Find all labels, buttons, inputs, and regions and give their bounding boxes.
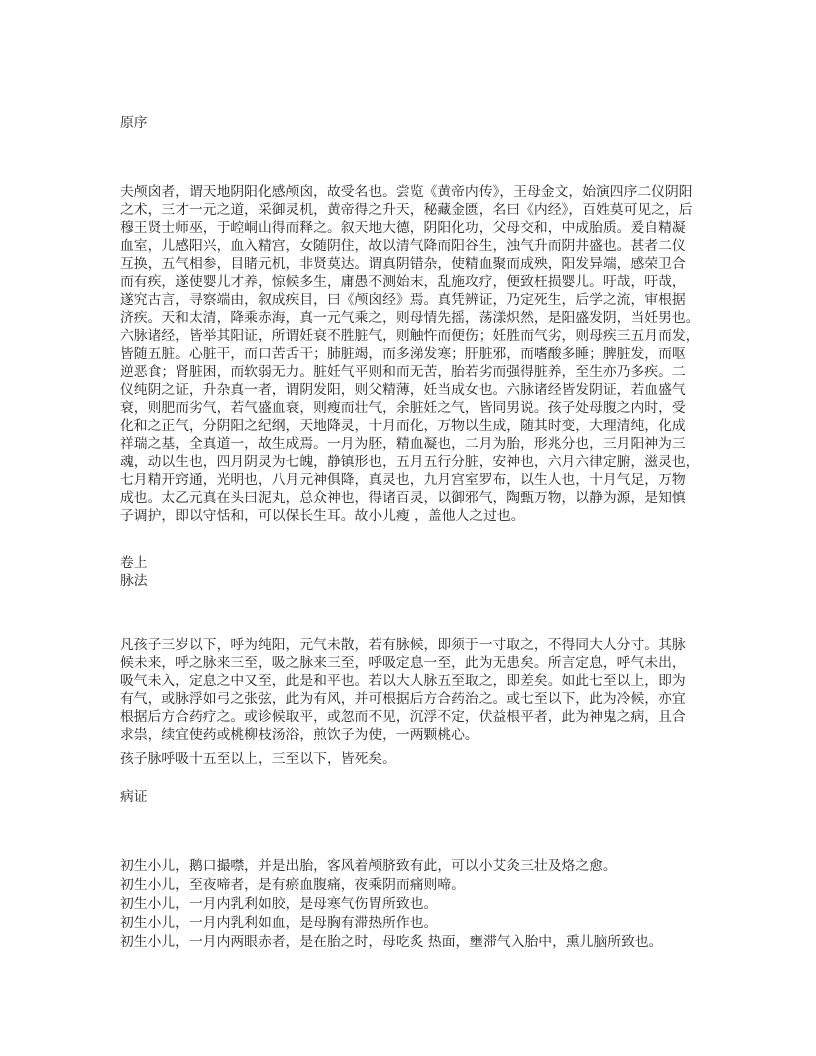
text-line: 六脉诸经，皆举其阳证，所谓妊衰不胜脏气，则触忤而便伤；妊胜而气劣，则母疾三五月而发， xyxy=(120,328,700,344)
disease-list xyxy=(120,857,662,952)
text-line: 互换，五气相参，目睹元机，非贤莫达。谓真阴错杂，使精血聚而成殃，阳发异端，感荣卫合 xyxy=(120,256,686,272)
text-line: 皆随五脏。心脏干，而口苦舌干；肺脏竭，而多涕发寒；肝脏邪，而嗜酸多睡；脾脏发，而呕 xyxy=(120,346,686,362)
text-line: 有气，或脉浮如弓之张弦，此为有风，并可根据后方合药治之。或七至以下，此为冷候，亦宜 xyxy=(120,691,686,707)
text-line: 祥瑞之基，全真道一，故生成焉。一月为胚，精血凝也，二月为胎，形兆分也，三月阳神为三 xyxy=(120,436,686,452)
volume-heading xyxy=(120,554,148,590)
pulse-note-text: 孩子脉呼吸十五至以上，三至以下，皆死矣。 xyxy=(120,751,396,767)
text-line: 凡孩子三岁以下，呼为纯阳，元气未散，若有脉候，即须于一寸取之，不得同大人分寸。其脉 xyxy=(120,637,686,653)
pulse-section-title: 脉法 xyxy=(120,573,148,589)
text-line: 遂究古言，寻察端由，叙成疾目，曰《颅囟经》焉。真凭辨证，乃定死生，后学之流，审根据 xyxy=(120,292,686,308)
section-heading-preface xyxy=(120,114,148,132)
text-line: 济疾。天和太清，降乘赤海，真一元气乘之，则母情先摇，荡漾炽然，是阳盛发阴，当妊男也。 xyxy=(120,310,700,326)
text-line: 血室，儿感阳兴，血入精宫，女随阴住，故以清气降而阳谷生，浊气升而阴井盛也。甚者二仪 xyxy=(120,238,686,254)
text-line: 魂，动以生也，四月阴灵为七魄，静镇形也，五月五行分脏，安神也，六月六律定腑，滋灵也， xyxy=(120,454,700,470)
disease-item: 初生小儿，一月内乳利如血，是母胸有滞热所作也。 xyxy=(120,915,438,931)
text-line: 求祟，续宜使药或桃柳枝汤浴，煎饮子为使，一两颗桃心。 xyxy=(120,727,479,743)
disease-item: 初生小儿，鹅口撮噤，并是出胎，客风着颅脐致有此，可以小艾灸三壮及烙之愈。 xyxy=(120,858,617,874)
text-line: 逆恶食；肾脏困，而软弱无力。脏妊气平则和而无苦，胎若劣而强得脏养，至生亦乃多疾。二 xyxy=(120,364,686,380)
disease-section-title: 病证 xyxy=(120,789,148,805)
text-line: 仪纯阴之证，升杂真一者，谓阴发阳，则父精薄，妊当成女也。六脉诸经皆发阴证，若血盛气 xyxy=(120,382,686,398)
volume-title: 卷上 xyxy=(120,555,148,571)
text-line: 化和之正气，分阴阳之纪纲，天地降灵，十月而化，万物以生成，随其时变，大理清纯，化成 xyxy=(120,418,686,434)
text-line: 夫颅囟者，谓天地阴阳化感颅囟，故受名也。尝览《黄帝内传》，王母金文，始演四序二仪阴阳 xyxy=(120,184,693,200)
text-line: 衰，则肥而劣气，若气盛血衰，则瘦而壮气，余脏妊之气，皆同男说。孩子处母腹之内时，受 xyxy=(120,400,686,416)
heading-text: 原序 xyxy=(120,115,148,131)
text-line: 而有疾，遂使婴儿才养，惊候多生，庸愚不测始末，乱施攻疗，便致枉损婴儿。吁哉，吁哉， xyxy=(120,274,686,290)
pulse-paragraph xyxy=(120,636,686,744)
text-line: 根据后方合药疗之。或诊候取平，或忽而不见，沉浮不定，伏益根平者，此为神鬼之病，且合 xyxy=(120,709,686,725)
text-line: 之术，三才一元之道，采御灵机，黄帝得之升天，秘藏金匮，名曰《内经》，百姓莫可见之，后 xyxy=(120,202,693,218)
text-line: 成也。太乙元真在头曰泥丸，总众神也，得诸百灵，以御邪气，陶甄万物，以静为源，是知慎 xyxy=(120,490,686,506)
disease-item: 初生小儿，一月内两眼赤者，是在胎之时，母吃炙 热面，壅滞气入胎中，熏儿脑所致也。 xyxy=(120,934,663,950)
text-line: 候未来，呼之脉来三至，吸之脉来三至，呼吸定息一至，此为无患矣。所言定息，呼气未出， xyxy=(120,655,686,671)
disease-heading xyxy=(120,788,148,806)
pulse-note xyxy=(120,750,396,768)
preface-paragraph xyxy=(120,183,699,525)
text-line: 穆王贤士师巫，于崆峒山得而释之。叙天地大德，阴阳化功，父母交和，中成胎质。爰自精凝 xyxy=(120,220,686,236)
text-line: 七月精开窍通，光明也，八月元神俱降，真灵也，九月宫室罗布，以生人也，十月气足，万物 xyxy=(120,472,686,488)
text-line: 子调护，即以守恬和，可以保长生耳。故小儿瘦 ，盖他人之过也。 xyxy=(120,508,525,524)
disease-item: 初生小儿，一月内乳利如胶，是母寒气伤胃所致也。 xyxy=(120,896,438,912)
disease-item: 初生小儿，至夜啼者，是有瘀血腹痛，夜乘阴而痛则啼。 xyxy=(120,877,465,893)
text-line: 吸气未入，定息之中又至，此是和平也。若以大人脉五至取之，即差矣。如此七至以上，即为 xyxy=(120,673,686,689)
